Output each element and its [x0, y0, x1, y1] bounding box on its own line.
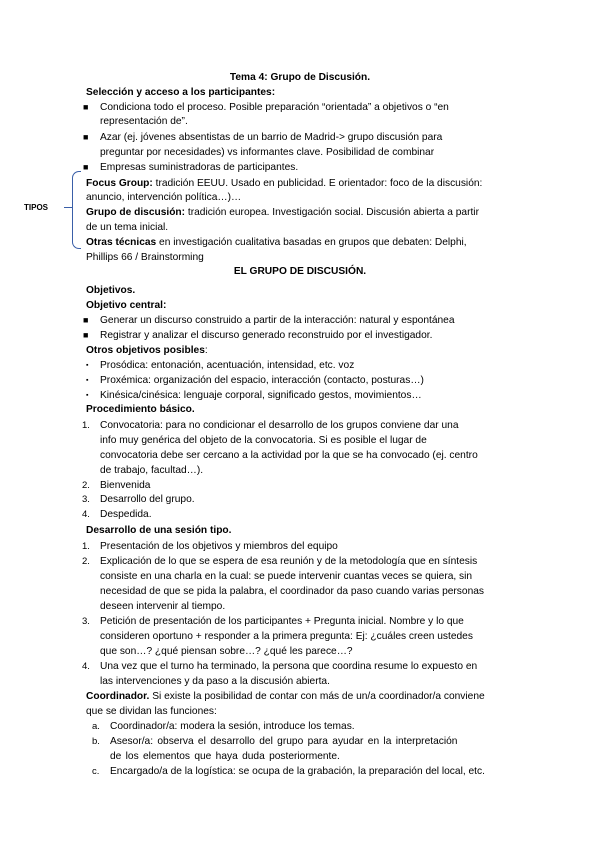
list-number: 2.: [82, 480, 90, 491]
objetivos-heading: Objetivos.: [86, 285, 136, 296]
seleccion-heading: Selección y acceso a los participantes:: [86, 87, 276, 98]
list-number: 4.: [82, 509, 90, 520]
bullet-icon: ■: [83, 132, 89, 142]
list-number: 4.: [82, 661, 90, 672]
list-item: Explicación de lo que se espera de esa reunión y de la metodología que en síntesis: [100, 556, 478, 567]
list-item: convocatoria debe ser cercano a la actividad por la que se ha convocado (ej. centro: [100, 450, 478, 461]
list-item: Asesor/a: observa el desarrollo del grupo para ayudar en la interpretación: [110, 736, 458, 747]
list-item: Convocatoria: para no condicionar el desarrollo de los grupos conviene dar una: [100, 420, 459, 431]
list-item: Presentación de los objetivos y miembros del equipo: [100, 541, 338, 552]
list-item: Encargado/a de la logística: se ocupa de la grabación, la preparación del local, etc.: [110, 766, 485, 777]
list-item: Proxémica: organización del espacio, interacción (contacto, posturas…): [100, 375, 424, 386]
list-item: Empresas suministradoras de participantes.: [100, 162, 299, 173]
list-item: Desarrollo del grupo.: [100, 494, 195, 505]
tipos-bracket-tip: [64, 207, 73, 208]
tipo-grupo-discusion: Grupo de discusión: tradición europea. Investigación social. Discusión abierta a partir: [86, 207, 479, 218]
tipo-focus-group-cont: anuncio, intervención política…)…: [86, 192, 242, 203]
list-item: Registrar y analizar el discurso generado reconstruido por el investigador.: [100, 330, 433, 341]
list-item: info muy genérica del objeto de la convocatoria. Si es posible el lugar de: [100, 435, 427, 446]
list-number: 2.: [82, 556, 90, 567]
list-number: 3.: [82, 616, 90, 627]
list-letter: c.: [92, 766, 100, 777]
page-title: Tema 4: Grupo de Discusión.: [229, 72, 371, 83]
list-letter: b.: [92, 736, 100, 747]
list-item: de trabajo, facultad…).: [100, 465, 204, 476]
bullet-icon: ▪: [86, 362, 89, 369]
tipo-otras-cont: Phillips 66 / Brainstorming: [86, 252, 204, 263]
list-item: Generar un discurso construido a partir de la interacción: natural y espontánea: [100, 315, 455, 326]
tipos-label: TIPOS: [24, 203, 49, 212]
list-number: 1.: [82, 420, 90, 431]
list-item: Azar (ej. jóvenes absentistas de un barrio de Madrid-> grupo discusión para: [100, 132, 443, 143]
list-item: de los elementos que haya duda posteriormente.: [110, 751, 340, 762]
tipo-focus-group: Focus Group: tradición EEUU. Usado en publicidad. E orientador: foco de la discusión:: [86, 178, 483, 189]
list-item: Coordinador/a: modera la sesión, introduce los temas.: [110, 721, 355, 732]
tipo-grupo-discusion-cont: de un tema inicial.: [86, 222, 169, 233]
list-item: consiste en una charla en la cual: se puede intervenir cuantas veces se quiera, sin: [100, 571, 473, 582]
list-item: Prosódica: entonación, acentuación, intensidad, etc. voz: [100, 360, 355, 371]
objetivo-central-heading: Objetivo central:: [86, 300, 167, 311]
list-item: Una vez que el turno ha terminado, la persona que coordina resume lo expuesto en: [100, 661, 478, 672]
list-item: que son…? ¿qué piensan sobre…? ¿qué les parece…?: [100, 646, 353, 657]
list-item: deseen intervenir al tiempo.: [100, 601, 226, 612]
list-item: representación de”.: [100, 116, 188, 127]
list-item: Bienvenida: [100, 480, 151, 491]
list-item: Condiciona todo el proceso. Posible preparación “orientada” a objetivos o “en: [100, 102, 449, 113]
list-letter: a.: [92, 721, 100, 732]
list-item: Petición de presentación de los participantes + Pregunta inicial. Nombre y lo que: [100, 616, 464, 627]
procedimiento-heading: Procedimiento básico.: [86, 404, 195, 415]
list-number: 1.: [82, 541, 90, 552]
bullet-icon: ▪: [86, 392, 89, 399]
sesion-heading: Desarrollo de una sesión tipo.: [86, 525, 232, 536]
list-item: Kinésica/cinésica: lenguaje corporal, significado gestos, movimientos…: [100, 390, 422, 401]
bullet-icon: ▪: [86, 377, 89, 384]
list-number: 3.: [82, 494, 90, 505]
list-item: consideren oportuno + responder a la primera pregunta: Ej: ¿cuáles creen ustedes: [100, 631, 473, 642]
section-title: EL GRUPO DE DISCUSIÓN.: [233, 266, 367, 277]
coordinador-paragraph-cont: que se dividan las funciones:: [86, 706, 217, 717]
bullet-icon: ■: [83, 315, 89, 325]
bullet-icon: ■: [83, 162, 89, 172]
list-item: las intervenciones y da paso a la discusión abierta.: [100, 676, 330, 687]
bullet-icon: ■: [83, 102, 89, 112]
bullet-icon: ■: [83, 330, 89, 340]
otros-objetivos-heading: Otros objetivos posibles:: [86, 345, 208, 356]
list-item: preguntar por necesidades) vs informantes clave. Posibilidad de combinar: [100, 147, 435, 158]
list-item: Despedida.: [100, 509, 152, 520]
list-item: necesidad de que se pida la palabra, el coordinador da paso cuando varias personas: [100, 586, 484, 597]
tipo-otras: Otras técnicas en investigación cualitativa basadas en grupos que debaten: Delphi,: [86, 237, 467, 248]
tipos-bracket: [72, 171, 81, 249]
coordinador-paragraph: Coordinador. Si existe la posibilidad de contar con más de un/a coordinador/a conviene: [86, 691, 485, 702]
